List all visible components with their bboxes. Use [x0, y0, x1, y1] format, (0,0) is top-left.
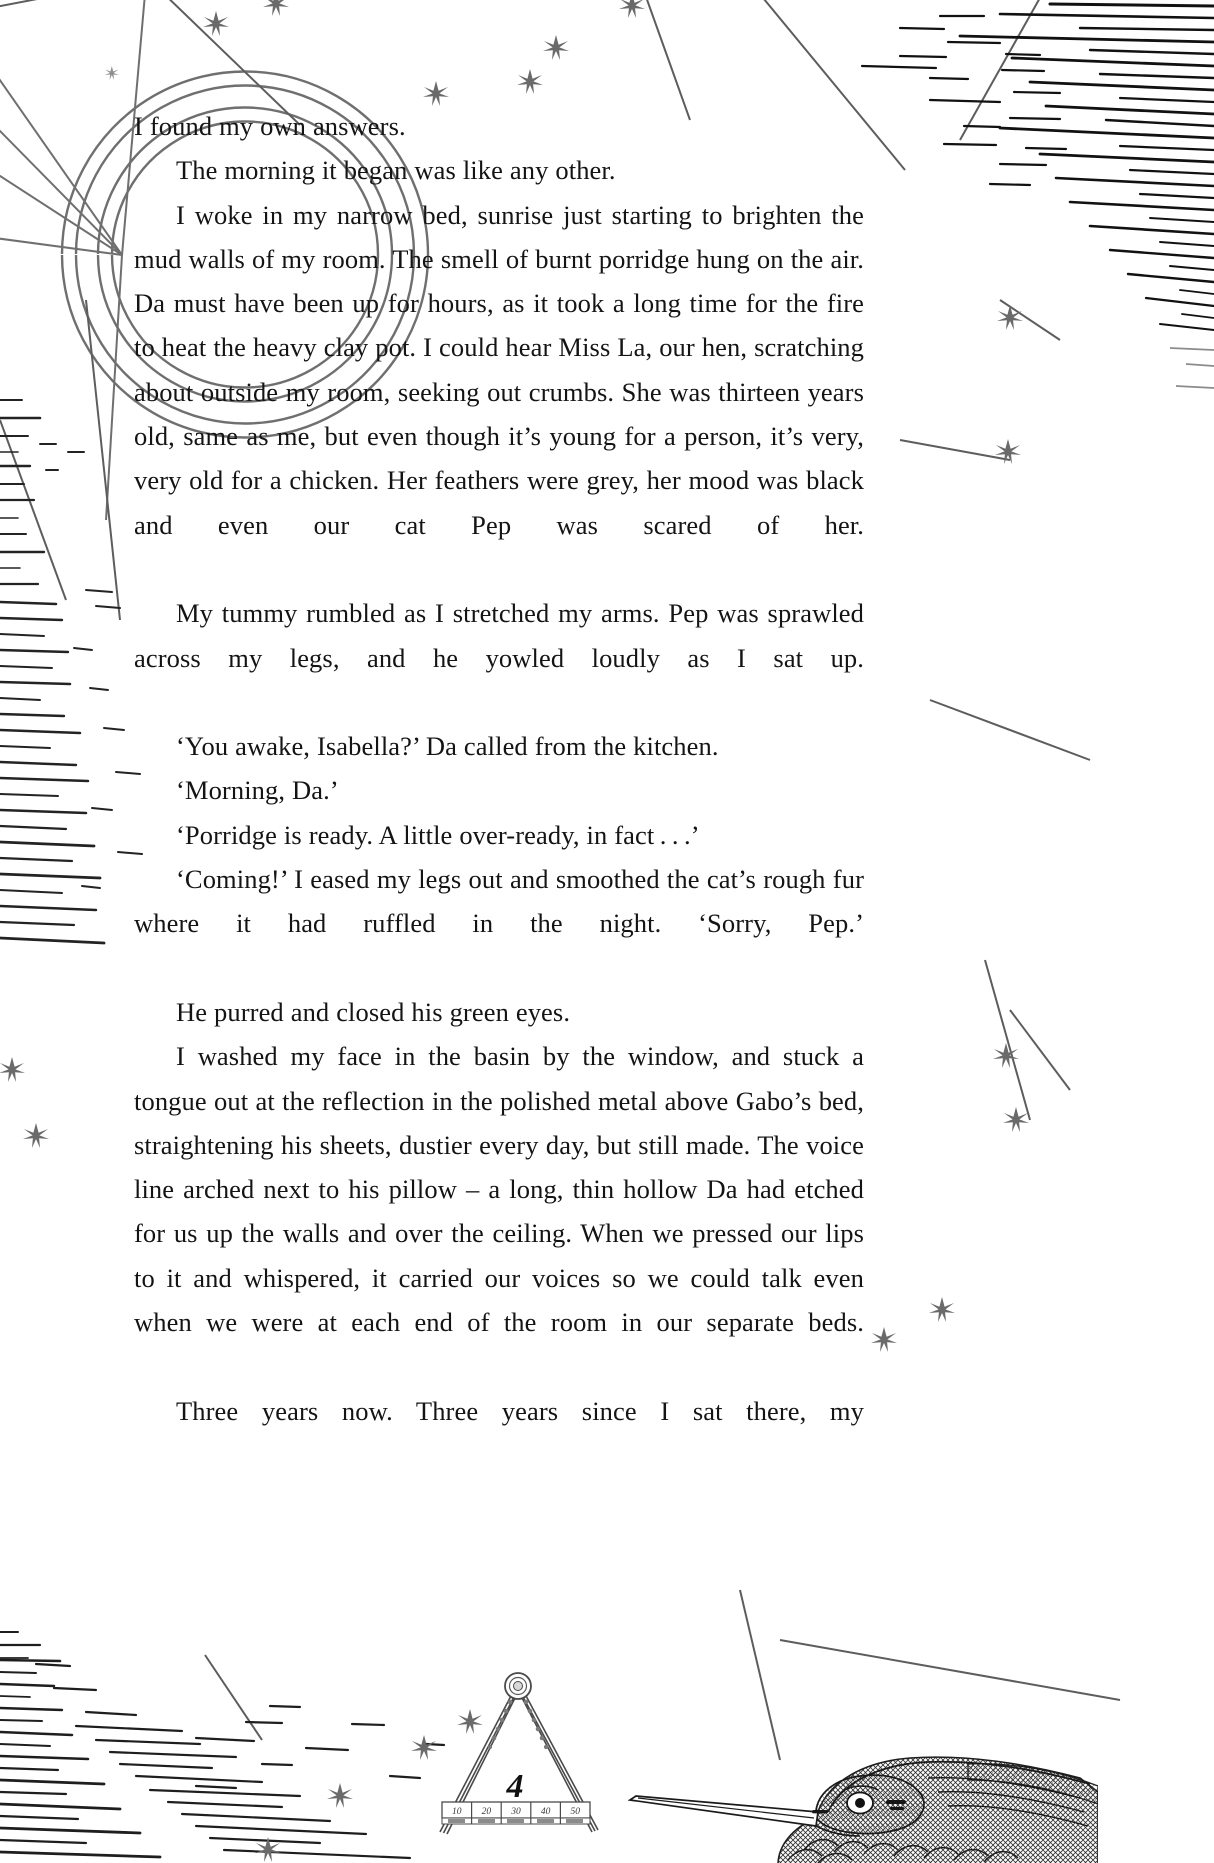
- compass-divider-ornament: [420, 1672, 610, 1847]
- bottom-left-hatch-decoration: [0, 1632, 474, 1858]
- paragraph: ‘Porridge is ready. A little over-ready, in fact . . .’: [176, 819, 700, 850]
- ruler-mark: 40: [540, 1807, 551, 1817]
- ruler-mark: 50: [570, 1807, 580, 1817]
- right-edge-light-lines: [1170, 348, 1214, 388]
- paragraph: I woke in my narrow bed, sunrise just starting to brighten the mud walls of my room. The smell of burnt porridge hung on the air. Da must have been up for hours, as it took a long time for the fire to heat the heavy clay pot. I could hear Miss La, our hen, scratching about outside my room, seeking out crumbs. She was thirteen years old, same as me, but even though it’s young for a person, it’s very, very old for a chicken. Her feathers were grey, her mood was black and even our cat Pep was scared of her.: [134, 199, 864, 540]
- paragraph: ‘Morning, Da.’: [176, 775, 339, 806]
- paragraph: He purred and closed his green eyes.: [176, 996, 571, 1027]
- page-number: 4: [506, 1768, 524, 1805]
- paragraph: I washed my face in the basin by the window, and stuck a tongue out at the reflection in the polished metal above Gabo’s bed, straightening his sheets, dustier every day, but still made. The voice line arched next to his pillow – a long, thin hollow Da had etched for us up the walls and over the ceiling. When we pressed our lips to it and whispered, it carried our voices so we could talk even when we were at each end of the room in our separate beds.: [134, 1041, 864, 1338]
- paragraph: The morning it began was like any other.: [176, 155, 616, 186]
- paragraph: ‘You awake, Isabella?’ Da called from the kitchen.: [176, 731, 719, 762]
- right-hatch-decoration: [862, 4, 1214, 330]
- paragraph: ‘Coming!’ I eased my legs out and smoothed the cat’s rough fur where it had ruffled in the night. ‘Sorry, Pep.’: [134, 864, 864, 939]
- ruler-mark: 10: [452, 1807, 462, 1817]
- left-hatch-decoration: [0, 400, 142, 943]
- paragraph: I found my own answers.: [134, 111, 406, 141]
- compass-ray-decoration: [0, 0, 148, 520]
- paragraph: My tummy rumbled as I stretched my arms. Pep was sprawled across my legs, and he yowled loudly as I sat up.: [134, 598, 864, 673]
- body-text-column: [134, 104, 864, 1477]
- ruler-mark: 20: [481, 1807, 492, 1817]
- ruler-mark: 30: [511, 1807, 521, 1817]
- wading-bird-illustration: [628, 1700, 1098, 1863]
- paragraph-continued: Three years now. Three years since I sat there, my: [176, 1395, 864, 1426]
- small-star-decoration: [105, 66, 119, 80]
